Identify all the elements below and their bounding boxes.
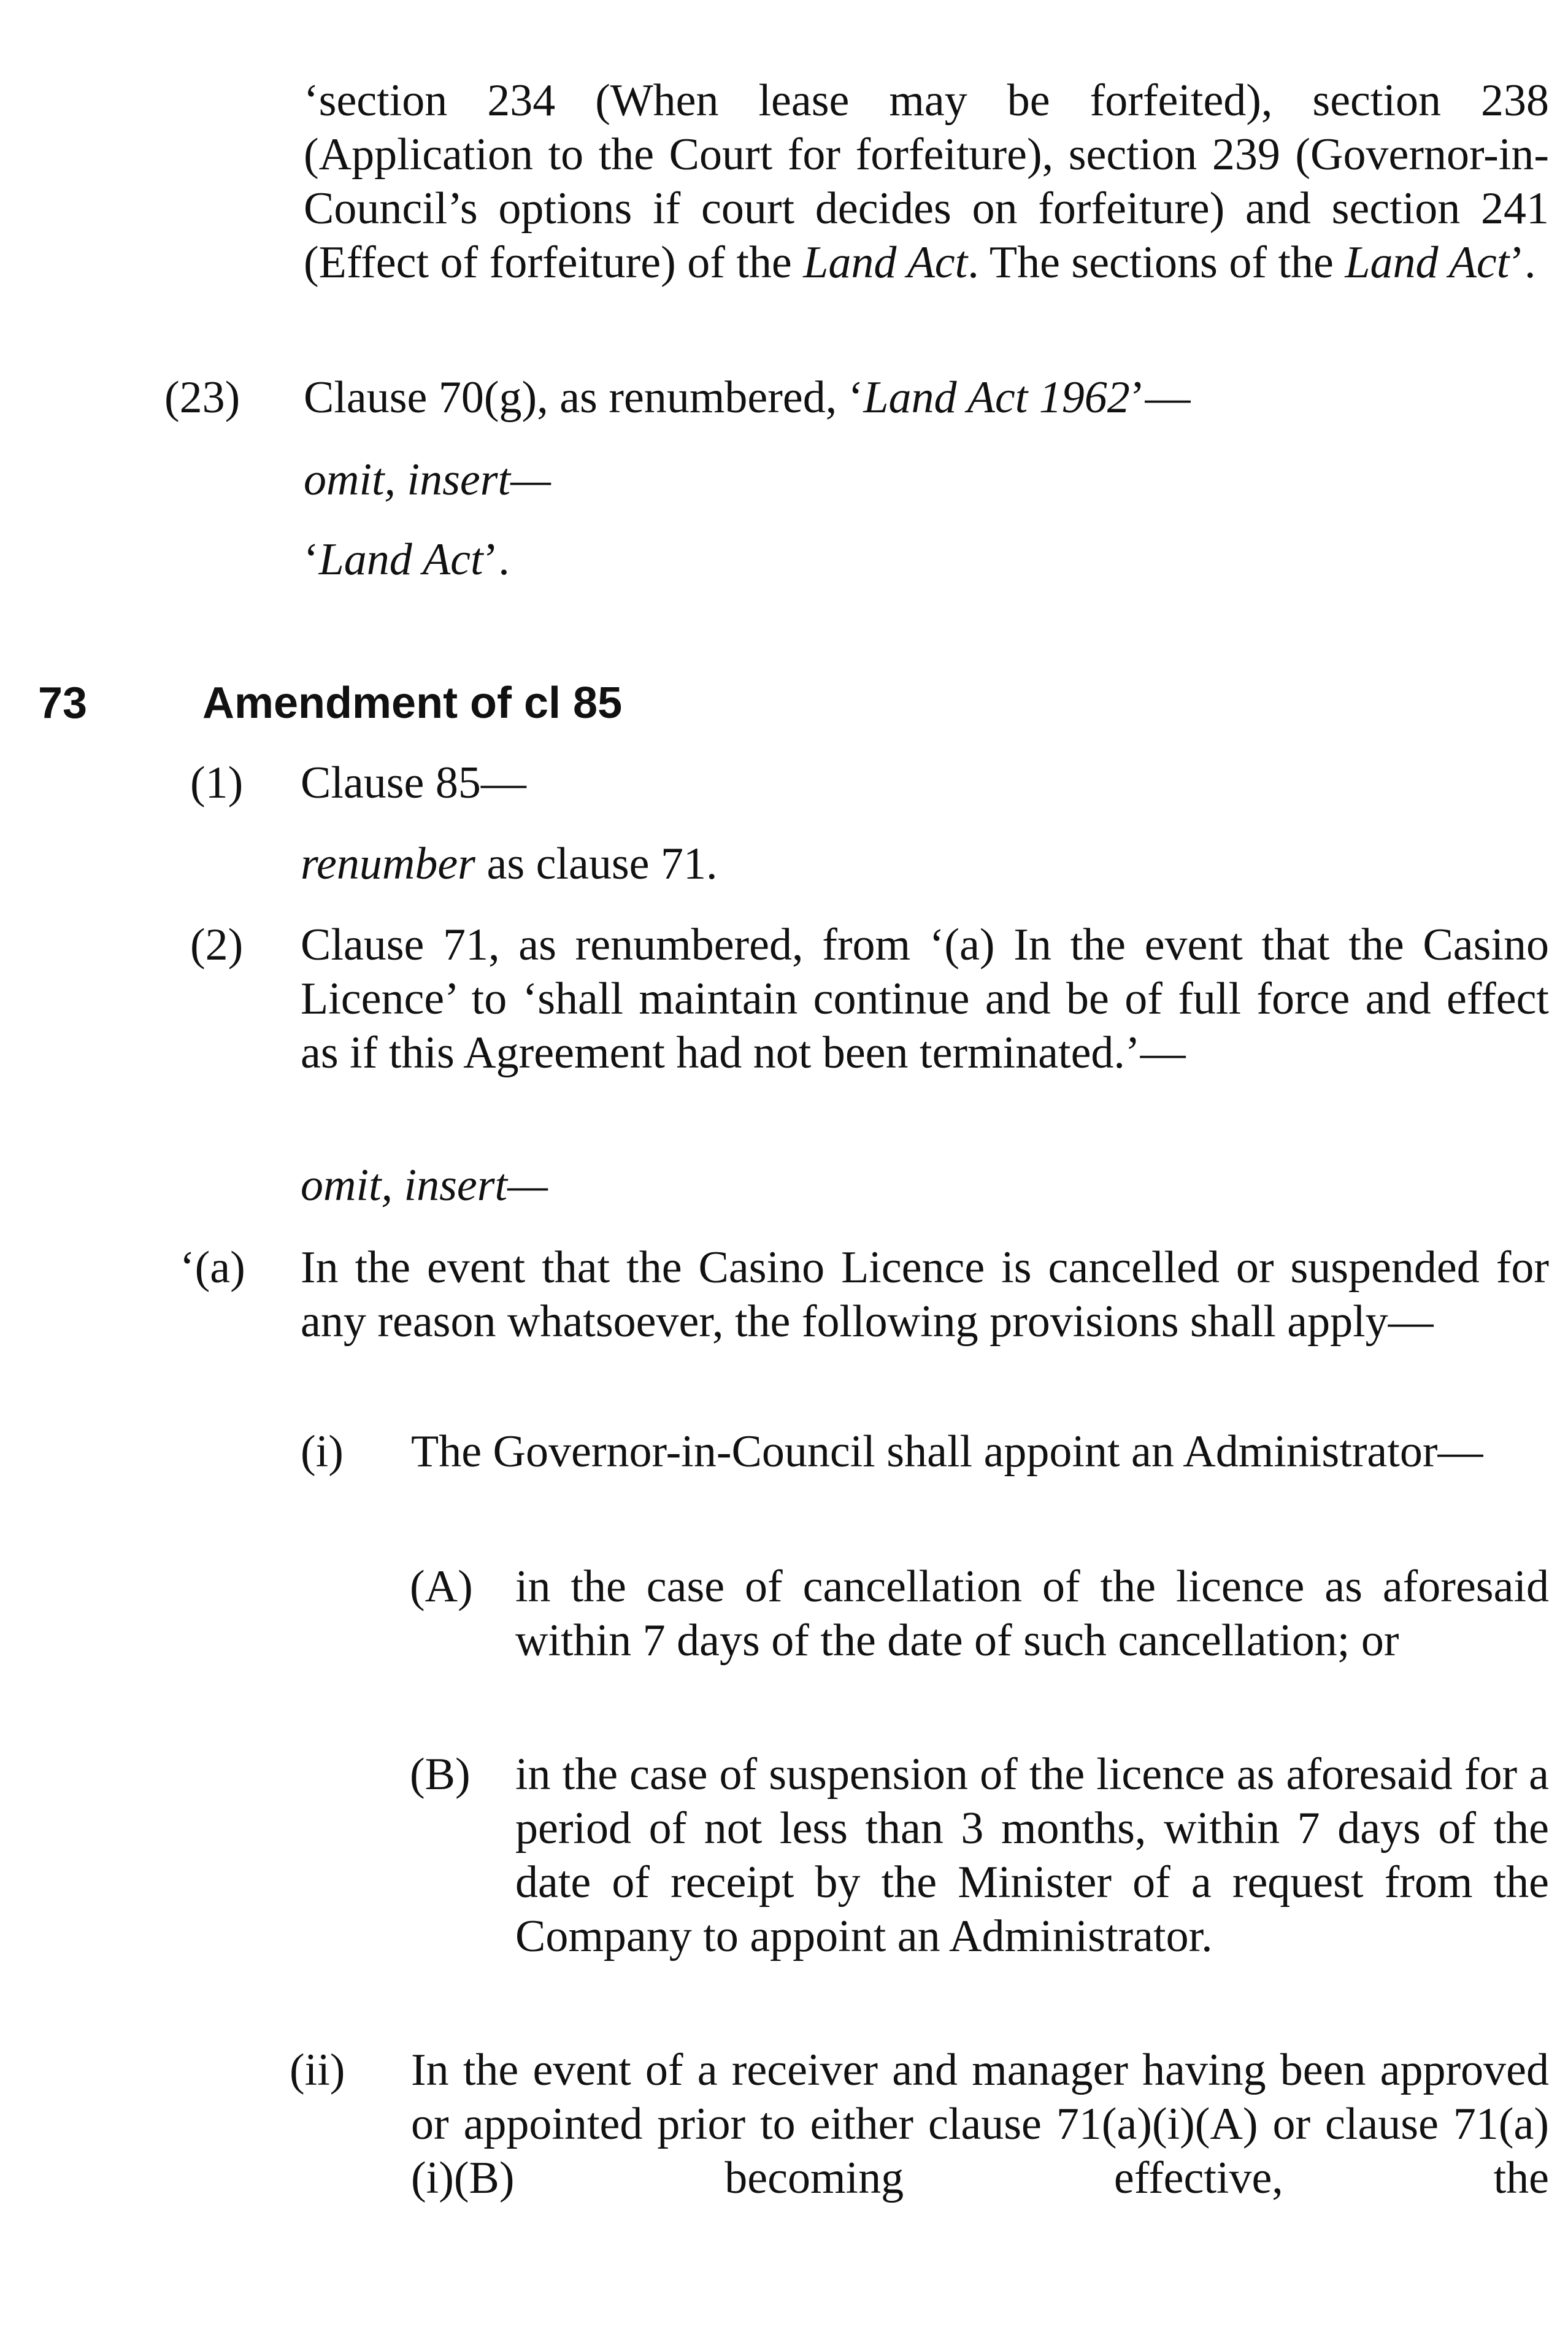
inserted-text xyxy=(304,533,510,587)
land-act-ref: Land Act xyxy=(803,237,968,288)
insert-quote-close: ’. xyxy=(483,534,510,585)
subsection-number-1: (1) xyxy=(190,758,244,808)
continuation-text-mid: . The sections of the xyxy=(967,237,1345,288)
subparagraph-number-ii: (ii) xyxy=(290,2045,345,2095)
subclause-23-tail: ’— xyxy=(1129,372,1191,423)
renumber-instruction xyxy=(301,837,718,891)
subsection-2-text: Clause 71, as renumbered, from ‘(a) In the event that the Casino Licence’ to ‘shall maintain continue and be of full force and effect as if this Agreement had not been terminated.’— xyxy=(301,920,1549,1078)
section-heading: Amendment of cl 85 xyxy=(202,679,623,728)
land-act-1962-ref: Land Act 1962 xyxy=(863,372,1130,423)
renumber-target: as clause 71. xyxy=(475,839,718,889)
subparagraph-ii-text: In the event of a receiver and manager having been approved or appointed prior to either clause 71(a)(i)(A) or clause 71(a)(i)(B) becoming effective, the xyxy=(411,2045,1549,2203)
item-number-A: (A) xyxy=(410,1561,473,1612)
subparagraph-i-text: The Governor-in-Council shall appoint an Administrator— xyxy=(411,1427,1483,1477)
subparagraph-number-i: (i) xyxy=(301,1427,344,1477)
subsection-number-2: (2) xyxy=(190,920,244,970)
continuation-paragraph xyxy=(304,74,1549,290)
paragraph-a-text: In the event that the Casino Licence is cancelled or suspended for any reason whatsoever, the following provisions shall apply— xyxy=(301,1242,1549,1347)
renumber-word: renumber xyxy=(301,839,475,889)
item-A-text: in the case of cancellation of the licence as aforesaid within 7 days of the date of such cancellation; or xyxy=(515,1561,1549,1666)
subclause-number-23: (23) xyxy=(164,372,240,423)
subclause-23-text xyxy=(304,371,1549,425)
land-act-ref: Land Act xyxy=(318,534,483,585)
section-number: 73 xyxy=(38,679,88,728)
continuation-text: ‘section 234 (When lease may be forfeited), section 238 (Application to the Court for forfeiture), section 239 (Governor-in-Council’s options if court decides on forfeiture) and section 241 (Effect of forfeiture) of the xyxy=(304,75,1549,288)
paragraph-number-a: ‘(a) xyxy=(180,1242,245,1293)
land-act-ref: Land Act xyxy=(1345,237,1510,288)
item-B-text: in the case of suspension of the licence as aforesaid for a period of not less than 3 months, within 7 days of the date of receipt by the Minister of a request from the Company to appoint an Administrator. xyxy=(515,1749,1549,1962)
subclause-23-lead: Clause 70(g), as renumbered, ‘ xyxy=(304,372,864,423)
item-number-B: (B) xyxy=(410,1749,471,1800)
instruction-omit-insert-2: omit, insert— xyxy=(301,1160,548,1211)
instruction-omit-insert: omit, insert— xyxy=(304,455,551,505)
insert-quote-open: ‘ xyxy=(304,534,319,585)
continuation-text-end: ’. xyxy=(1509,237,1536,288)
subsection-1-text: Clause 85— xyxy=(301,758,526,808)
